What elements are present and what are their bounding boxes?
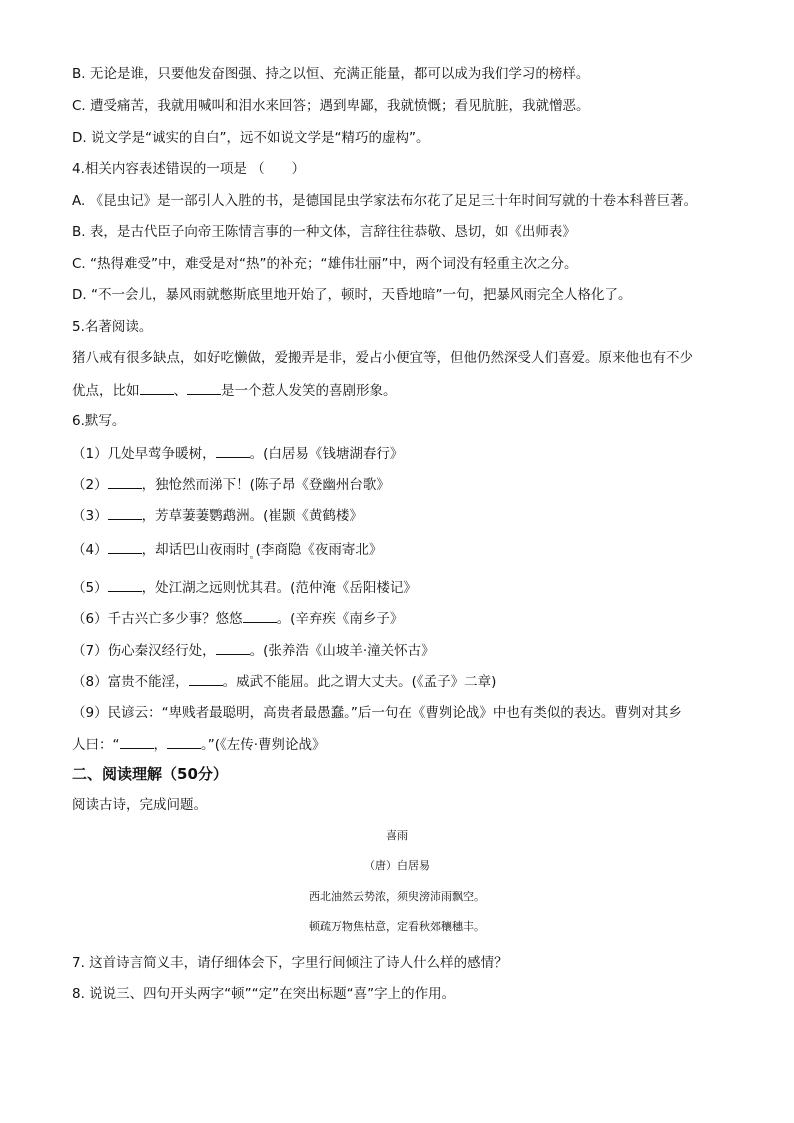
- q6-item-2: [72, 474, 390, 495]
- q6-7-text-b: 。(张养浩《山坡羊·潼关怀古》: [249, 643, 435, 659]
- q5-paragraph-1: 猪八戒有很多缺点，如好吃懒做，爱搬弄是非，爱占小便宜等，但他仍然深受人们喜爱。原来他也有不少: [72, 350, 693, 366]
- question-7: 7. 这首诗言简义丰，请仔细体会下，字里行间倾注了诗人什么样的感情？: [72, 955, 508, 971]
- q6-1-text-a: （1）几处早莺争暖树，: [72, 446, 216, 462]
- q5-text-b: 是一个惹人发笑的喜剧形象。: [221, 383, 397, 399]
- poem-line-2: 顿疏万物焦枯意，定看秋郊穰穗丰。: [309, 920, 485, 933]
- q5-sep: 、: [173, 383, 187, 399]
- q4-option-a: A. 《昆虫记》是一部引人入胜的书，是德国昆虫学家法布尔花了足足三十年时间写就的十卷本科普巨著。: [72, 193, 698, 209]
- q6-2-text-b: ，独怆然而涕下！(陈子昂《登幽州台歌》: [141, 477, 390, 493]
- q6-2-text-a: （2）: [72, 477, 108, 493]
- answer-blank: [216, 443, 250, 458]
- q5-text-a: 优点，比如: [72, 383, 140, 399]
- q6-item-8: [72, 671, 496, 692]
- q6-4-text-c: (李商隐《夜雨寄北》: [255, 542, 383, 558]
- answer-blank: [108, 474, 142, 489]
- q6-3-text-b: ，芳草萋萋鹦鹉洲。(崔颢《黄鹤楼》: [141, 508, 363, 524]
- answer-blank: [216, 640, 250, 655]
- q6-9-text-c: ，: [153, 737, 167, 753]
- q6-item-9-line-2: [72, 734, 326, 755]
- q6-8-text-a: （8）富贵不能淫，: [72, 674, 189, 690]
- q6-4-text-a: （4）: [72, 542, 108, 558]
- answer-blank: [108, 505, 142, 520]
- section-2-heading: 二、阅读理解（50分）: [72, 765, 228, 783]
- option-d: D. 说文学是“诚实的自白”，远不如说文学是“精巧的虚构”。: [72, 130, 430, 146]
- question-4: 4.相关内容表述错误的一项是 （ ）: [72, 161, 306, 177]
- answer-blank: [189, 671, 223, 686]
- q6-item-4: [72, 539, 382, 566]
- q6-item-9-line-1: （9）民谚云：“卑贱者最聪明，高贵者最愚蠢。”后一句在《曹刿论战》中也有类似的表达。曹刿对其乡: [72, 705, 682, 721]
- q6-9-text-b: 人曰：“: [72, 737, 120, 753]
- q6-5-text-b: ，处江湖之远则忧其君。(范仲淹《岳阳楼记》: [141, 580, 417, 596]
- answer-blank: [108, 577, 142, 592]
- q6-item-5: [72, 577, 417, 598]
- option-b: B. 无论是谁，只要他发奋图强、持之以恒、充满正能量，都可以成为我们学习的榜样。: [72, 66, 590, 82]
- q6-item-6: [72, 608, 403, 629]
- q6-9-text-d: 。”(《左传·曹刿论战》: [201, 737, 326, 753]
- q6-item-3: [72, 505, 363, 526]
- q6-6-text-a: （6）千古兴亡多少事？悠悠: [72, 611, 243, 627]
- answer-blank: [187, 380, 221, 395]
- q6-8-text-b: 。威武不能屈。此之谓大丈夫。(《孟子》二章): [222, 674, 497, 690]
- reading-intro: 阅读古诗，完成问题。: [72, 797, 207, 813]
- option-c: C. 遭受痛苦，我就用喊叫和泪水来回答；遇到卑鄙，我就愤慨；看见肮脏，我就憎恶。: [72, 98, 590, 114]
- question-8: 8. 说说三、四句开头两字“顿”“定”在突出标题“喜”字上的作用。: [72, 986, 456, 1002]
- poem-author: （唐）白居易: [364, 859, 430, 872]
- q6-4-dot: 。: [249, 550, 260, 561]
- q6-item-7: [72, 640, 435, 661]
- q6-6-text-b: 。(辛弃疾《南乡子》: [276, 611, 404, 627]
- answer-blank: [120, 734, 154, 749]
- q6-7-text-a: （7）伤心秦汉经行处，: [72, 643, 216, 659]
- q4-option-c: C. “热得难受”中，难受是对“热”的补充；“雄伟壮丽”中，两个词没有轻重主次之分。: [72, 256, 578, 272]
- question-6: 6.默写。: [72, 413, 126, 429]
- q5-paragraph-2: [72, 380, 397, 401]
- answer-blank: [167, 734, 201, 749]
- q4-option-d: D. “不一会儿，暴风雨就憋斯底里地开始了，顿时，天昏地暗”一句，把暴风雨完全人格化了。: [72, 287, 632, 303]
- q6-3-text-a: （3）: [72, 508, 108, 524]
- q6-1-text-b: 。(白居易《钱塘湖春行》: [249, 446, 404, 462]
- answer-blank: [108, 539, 142, 554]
- q6-item-1: [72, 443, 403, 464]
- q6-4-text-b: ，却话巴山夜雨时: [141, 542, 250, 558]
- question-5: 5.名著阅读。: [72, 319, 153, 335]
- answer-blank: [140, 380, 174, 395]
- poem-title: 喜雨: [386, 829, 408, 842]
- q4-option-b: B. 表，是古代臣子向帝王陈情言事的一种文体，言辞往往恭敬、恳切，如《出师表》: [72, 224, 576, 240]
- answer-blank: [243, 608, 277, 623]
- poem-line-1: 西北油然云势浓，须臾滂沛雨飘空。: [309, 890, 485, 903]
- q6-5-text-a: （5）: [72, 580, 108, 596]
